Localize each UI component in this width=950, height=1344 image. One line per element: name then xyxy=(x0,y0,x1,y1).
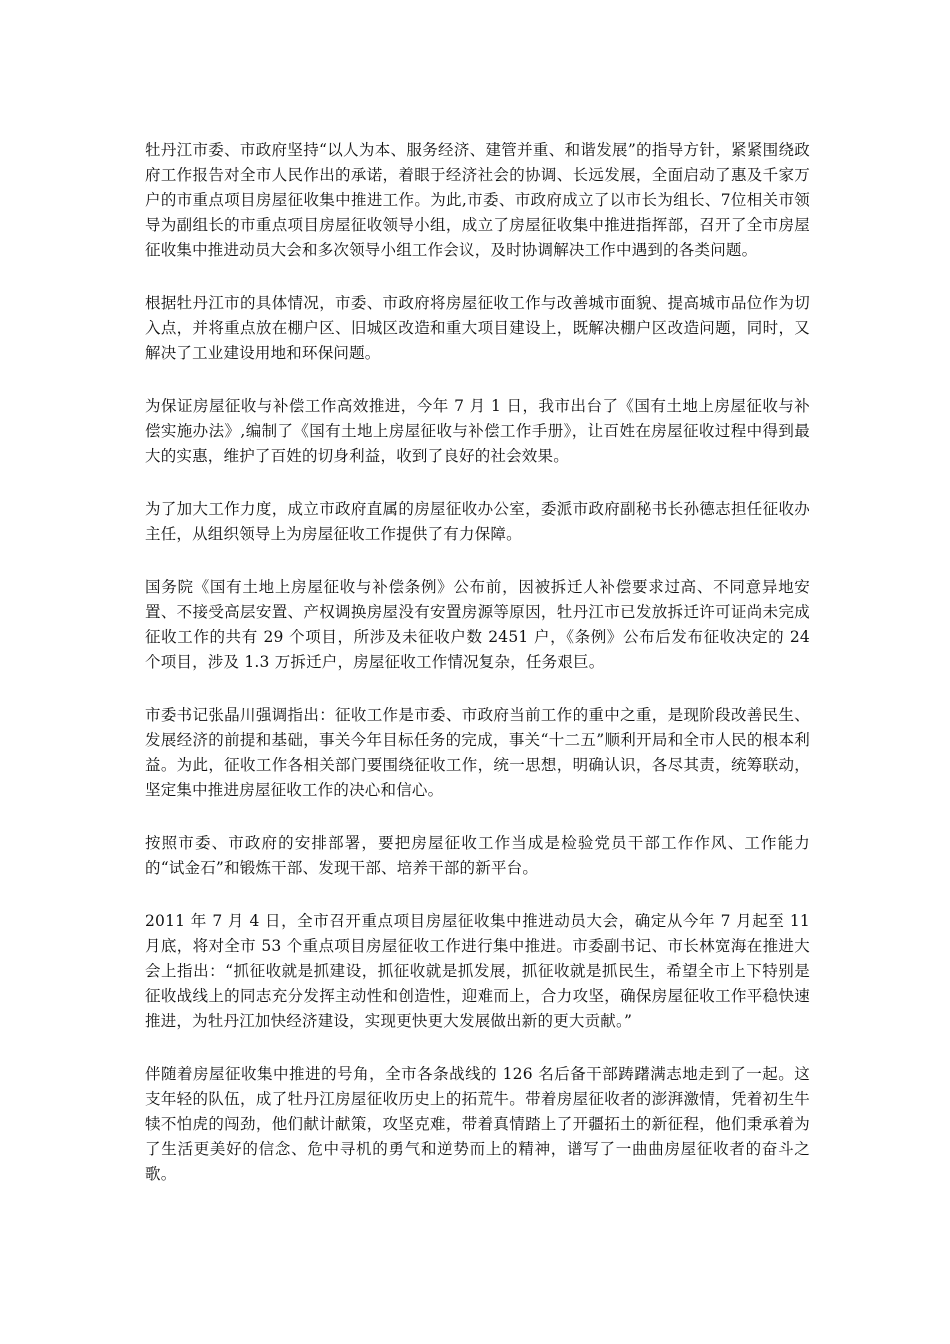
paragraph-2: 根据牡丹江市的具体情况，市委、市政府将房屋征收工作与改善城市面貌、提高城市品位作为切入点，并将重点放在棚户区、旧城区改造和重大项目建设上，既解决棚户区改造问题，同时，又解决了工业建设用地和环保问题。 xyxy=(145,294,810,362)
document-body xyxy=(145,138,810,1215)
paragraph-3: 为保证房屋征收与补偿工作高效推进，今年 7 月 1 日，我市出台了《国有土地上房屋征收与补偿实施办法》,编制了《国有土地上房屋征收与补偿工作手册》，让百姓在房屋征收过程中得到最大的实惠，维护了百姓的切身利益，收到了良好的社会效果。 xyxy=(145,397,810,465)
paragraph-7: 按照市委、市政府的安排部署，要把房屋征收工作当成是检验党员干部工作作风、工作能力的“试金石”和锻炼干部、发现干部、培养干部的新平台。 xyxy=(145,834,810,877)
paragraph-6: 市委书记张晶川强调指出：征收工作是市委、市政府当前工作的重中之重，是现阶段改善民生、发展经济的前提和基础，事关今年目标任务的完成，事关“十二五”顺利开局和全市人民的根本利益。为此，征收工作各相关部门要围绕征收工作，统一思想，明确认识，各尽其责，统筹联动，坚定集中推进房屋征收工作的决心和信心。 xyxy=(145,706,810,799)
paragraph-8: 2011 年 7 月 4 日，全市召开重点项目房屋征收集中推进动员大会，确定从今年 7 月起至 11 月底，将对全市 53 个重点项目房屋征收工作进行集中推进。市委副书记、市长林宽海在推进大会上指出：“抓征收就是抓建设，抓征收就是抓发展，抓征收就是抓民生，希望全市上下特别是征收战线上的同志充分发挥主动性和创造性，迎难而上，合力攻坚，确保房屋征收工作平稳快速推进，为牡丹江加快经济建设，实现更快更大发展做出新的更大贡献。” xyxy=(145,912,810,1030)
paragraph-1: 牡丹江市委、市政府坚持“以人为本、服务经济、建管并重、和谐发展”的指导方针，紧紧围绕政府工作报告对全市人民作出的承诺，着眼于经济社会的协调、长远发展，全面启动了惠及千家万户的市重点项目房屋征收集中推进工作。为此,市委、市政府成立了以市长为组长、7位相关市领导为副组长的市重点项目房屋征收领导小组，成立了房屋征收集中推进指挥部，召开了全市房屋征收集中推进动员大会和多次领导小组工作会议，及时协调解决工作中遇到的各类问题。 xyxy=(145,141,810,259)
paragraph-4: 为了加大工作力度，成立市政府直属的房屋征收办公室，委派市政府副秘书长孙德志担任征收办主任，从组织领导上为房屋征收工作提供了有力保障。 xyxy=(145,500,810,543)
paragraph-9: 伴随着房屋征收集中推进的号角，全市各条战线的 126 名后备干部踌躇满志地走到了一起。这支年轻的队伍，成了牡丹江房屋征收历史上的拓荒牛。带着房屋征收者的澎湃激情，凭着初生牛犊不怕虎的闯劲，他们献计献策，攻坚克难，带着真情踏上了开疆拓土的新征程，他们秉承着为了生活更美好的信念、危中寻机的勇气和逆势而上的精神，谱写了一曲曲房屋征收者的奋斗之歌。 xyxy=(145,1065,810,1183)
paragraph-5: 国务院《国有土地上房屋征收与补偿条例》公布前，因被拆迁人补偿要求过高、不同意异地安置、不接受高层安置、产权调换房屋没有安置房源等原因，牡丹江市已发放拆迁许可证尚未完成征收工作的共有 29 个项目，所涉及未征收户数 2451 户，《条例》公布后发布征收决定的 24 个项目，涉及 1.3 万拆迁户，房屋征收工作情况复杂，任务艰巨。 xyxy=(145,578,810,671)
